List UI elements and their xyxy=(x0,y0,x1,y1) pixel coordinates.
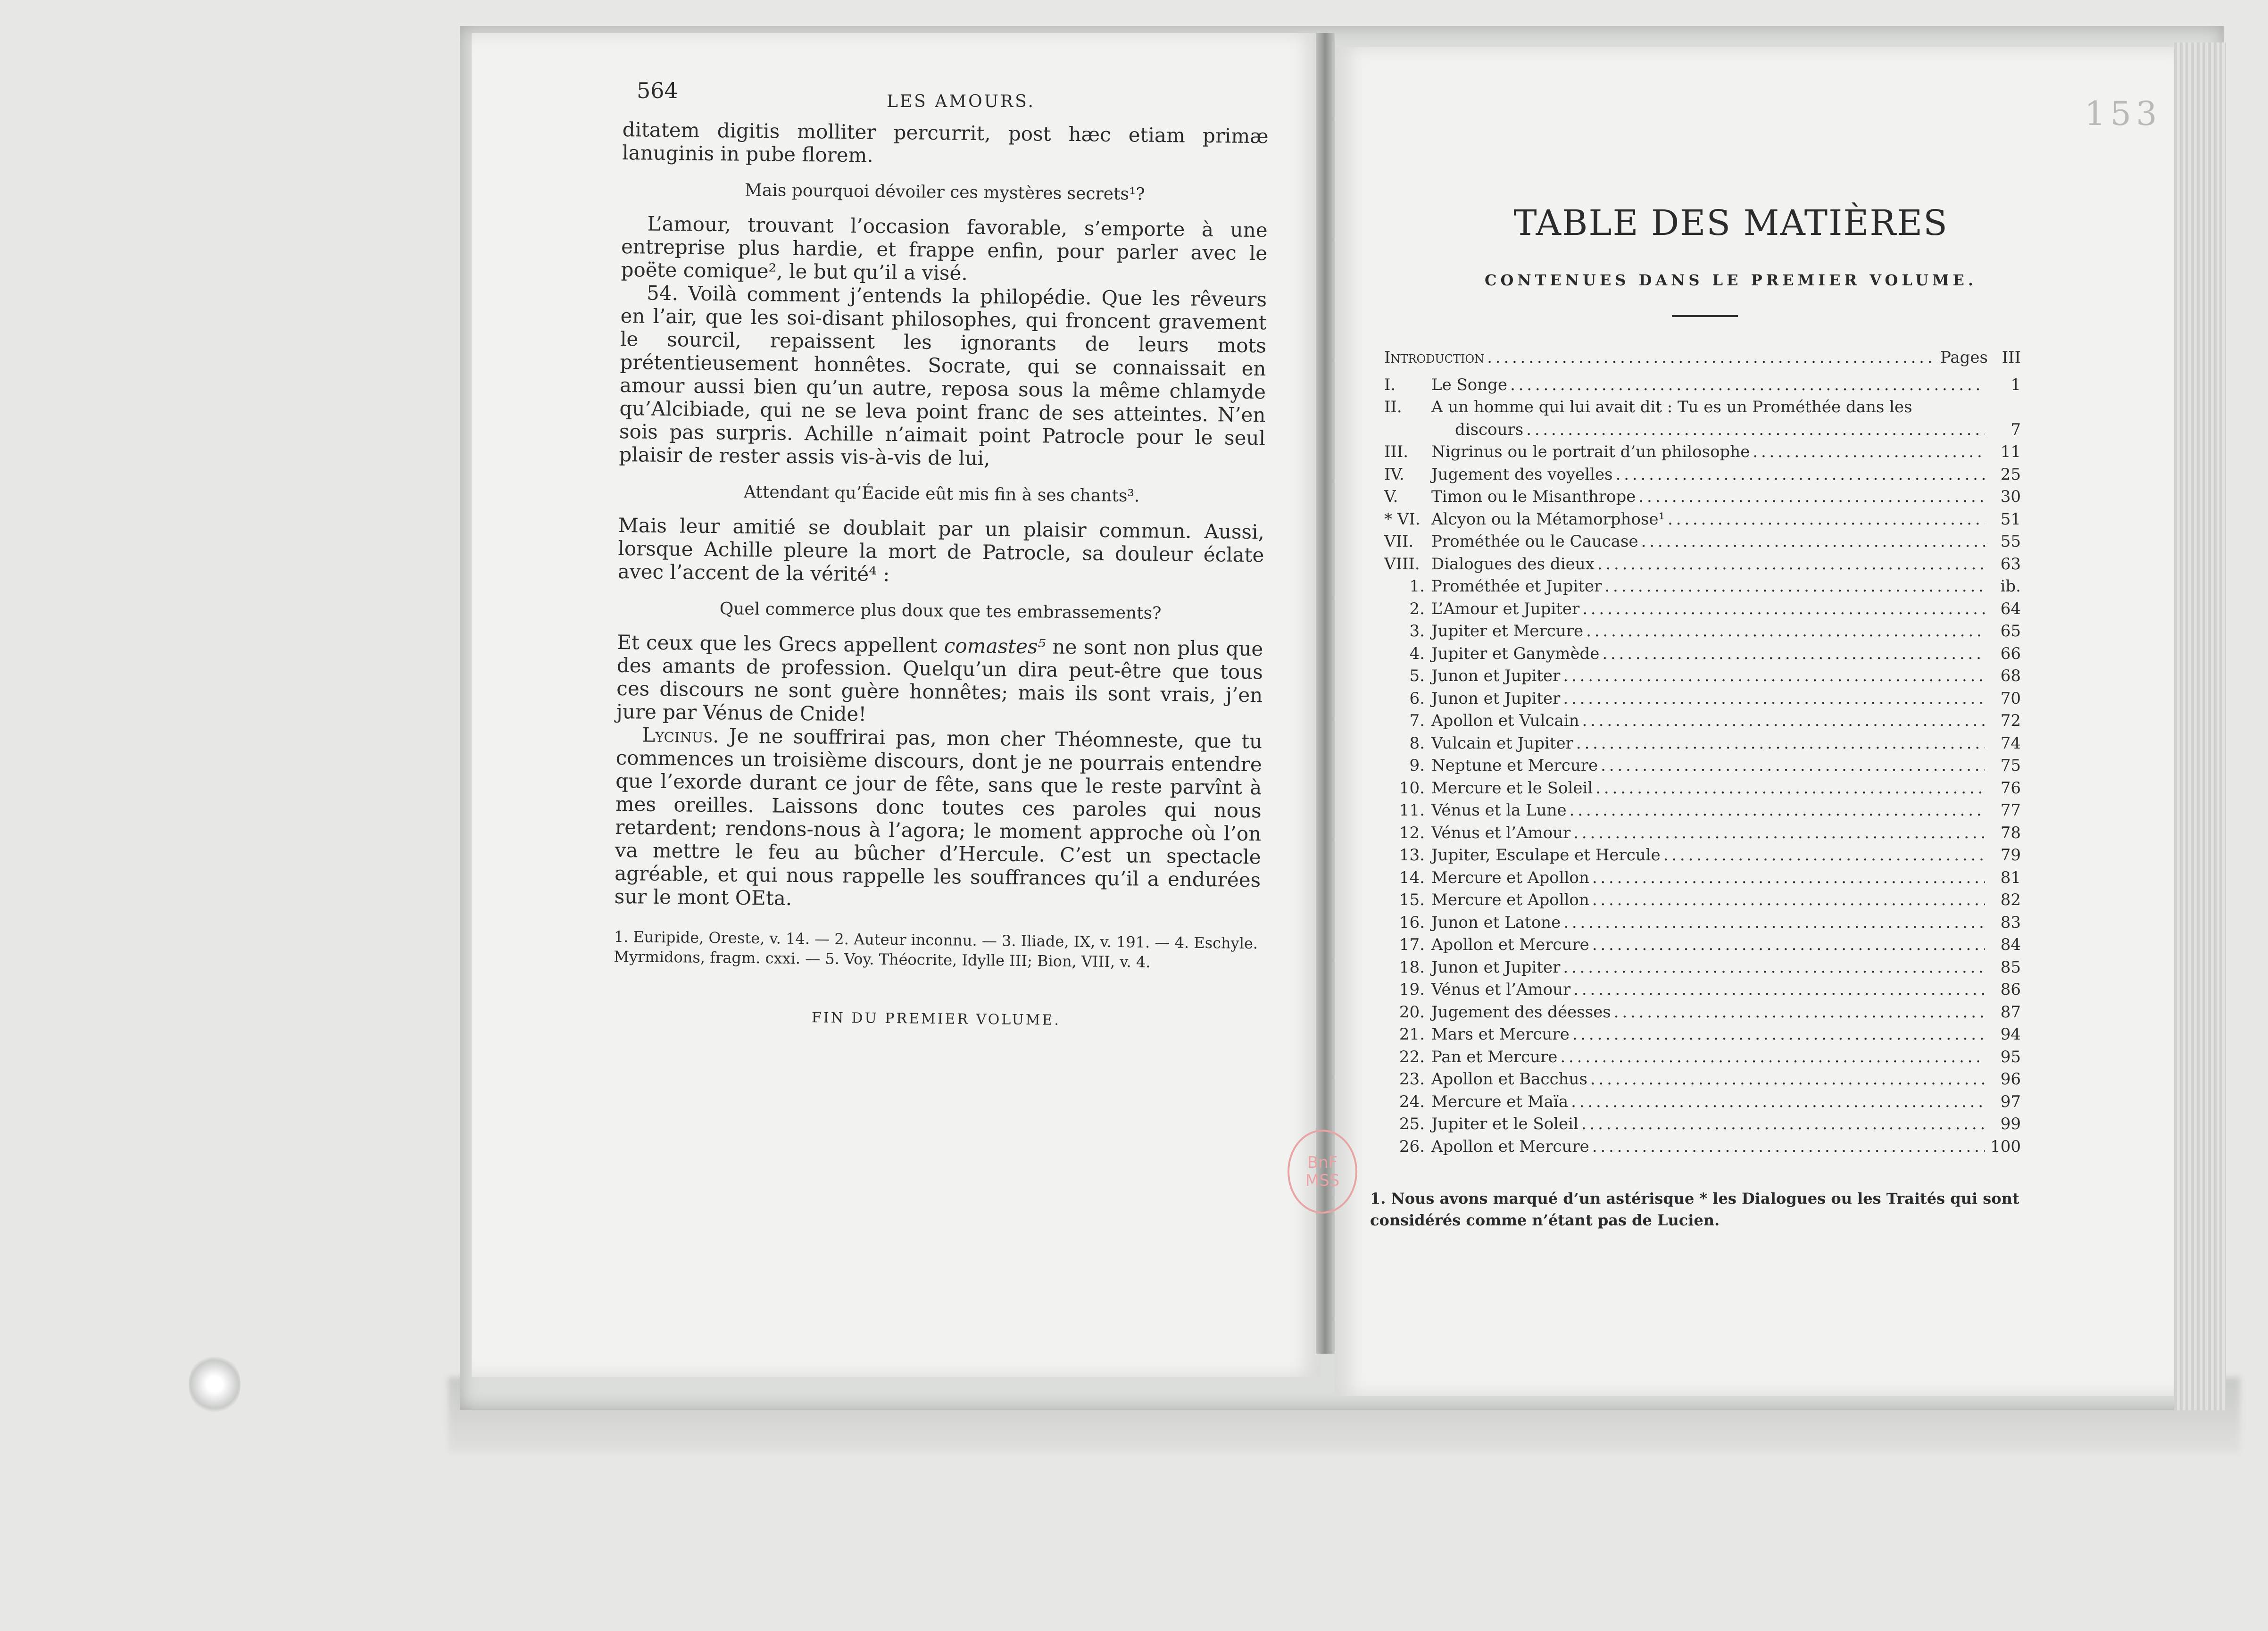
toc-sub-entry-row xyxy=(1384,777,2021,800)
toc-sub-entry-title: Vulcain et Jupiter xyxy=(1431,733,1573,753)
toc-entry-title-cont: discours xyxy=(1455,420,1524,439)
toc-sub-entry-number: 11. xyxy=(1399,801,1425,820)
toc-sub-entry-page: 97 xyxy=(2000,1092,2021,1111)
left-page-number: 564 xyxy=(637,78,678,103)
toc-sub-entry-title: Mercure et Maïa xyxy=(1431,1092,1569,1111)
toc-sub-entry-row xyxy=(1384,889,2021,912)
toc-sub-entry-row xyxy=(1384,1046,2021,1069)
toc-entry-page: 63 xyxy=(2000,554,2021,574)
toc-leader xyxy=(1592,1136,1985,1158)
toc-entry-number: V. xyxy=(1384,487,1398,506)
toc-sub-entry-number: 15. xyxy=(1399,890,1425,909)
toc-leader xyxy=(1570,799,1985,822)
toc-sub-entry-number: 12. xyxy=(1399,823,1425,842)
toc-sub-entry-page: 75 xyxy=(2000,756,2021,775)
toc-sub-entry-title: Neptune et Mercure xyxy=(1431,756,1598,775)
toc-sub-entry-row xyxy=(1384,799,2021,822)
footnotes: 1. Euripide, Oreste, v. 14. — 2. Auteur inconnu. — 3. Iliade, IX, v. 191. — 4. Eschyle. Myrmidons, fragm. cxxi. — 5. Voy. Théocrite, Idylle III; Bion, VIII, v. 4. xyxy=(614,927,1258,971)
toc-entry-title: Alcyon ou la Métamorphose¹ xyxy=(1431,509,1665,529)
toc-leader xyxy=(1663,844,1985,867)
toc-sub-entry-page: 79 xyxy=(2000,846,2021,865)
toc-sub-entry-row xyxy=(1384,1113,2021,1136)
toc-sub-entry-row xyxy=(1384,1024,2021,1046)
toc-leader xyxy=(1592,889,1985,912)
toc-main-entries xyxy=(1384,374,2021,576)
toc-sub-entry-row xyxy=(1384,1091,2021,1114)
toc-sub-entry-row xyxy=(1384,1136,2021,1158)
toc-entry-number: VIII. xyxy=(1384,554,1420,574)
toc-leader xyxy=(1641,531,1985,553)
toc-entry-number: III. xyxy=(1384,442,1409,461)
toc-entry-page: 30 xyxy=(2000,487,2021,506)
toc-subtitle: CONTENUES DANS LE PREMIER VOLUME. xyxy=(1484,271,1977,289)
toc-sub-entry-row xyxy=(1384,867,2021,890)
toc-sub-entry-page: 64 xyxy=(2000,599,2021,618)
toc-sub-entry-number: 5. xyxy=(1409,666,1425,685)
toc-sub-entry-page: 70 xyxy=(2000,689,2021,708)
toc-leader xyxy=(1590,1068,1985,1091)
toc-leader xyxy=(1614,1001,1985,1024)
toc-entry-continuation xyxy=(1384,419,2021,441)
paragraph-5-start: Et ceux que les Grecs appellent xyxy=(617,630,945,657)
running-header: LES AMOURS. xyxy=(887,92,1035,111)
toc-sub-entry-page: 96 xyxy=(2000,1070,2021,1089)
toc-leader xyxy=(1573,822,1985,845)
toc-sub-entry-number: 14. xyxy=(1399,868,1425,887)
paragraph-6 xyxy=(614,723,1262,915)
verse-2: Attendant qu’Éacide eût mis fin à ses chants³. xyxy=(743,482,1140,506)
toc-sub-entry-number: 24. xyxy=(1399,1092,1425,1111)
toc-leader xyxy=(1616,464,1985,486)
paragraph-2: L’amour, trouvant l’occasion favorable, s’emporte à une entreprise plus hardie, et frappe enfin, pour parler avec le poëte comique², le but qu’il a visé. xyxy=(621,212,1268,285)
toc-sub-entry-page: 77 xyxy=(2000,801,2021,820)
toc-sub-entry-page: 99 xyxy=(2000,1115,2021,1133)
toc-sub-entry-title: Pan et Mercure xyxy=(1431,1047,1558,1066)
toc-sub-entry-number: 19. xyxy=(1399,980,1425,999)
toc-leader xyxy=(1563,957,1985,979)
toc-sub-entry-page: 100 xyxy=(1990,1137,2021,1156)
paragraph-5-term: comastes⁵ xyxy=(944,634,1046,658)
toc-sub-entry-row xyxy=(1384,934,2021,957)
toc-sub-entry-title: Vénus et l’Amour xyxy=(1431,980,1571,999)
paragraph-1: ditatem digitis molliter percurrit, post hæc etiam primæ lanuginis in pube florem. xyxy=(622,118,1269,167)
paragraph-3: 54. Voilà comment j’entends la philopédie. Que les rêveurs en l’air, que les soi-disant philosophes, qui froncent gravement le sourcil, repaissent les ignorants de leurs mots prétentieusement honnêtes. Socrate, qui se connaissait en amour aussi bien qu’un autre, reposa sous la même chlamyde qu’Alcibiade, qui ne se leva point franc de ses atteintes. N’en sois pas surpris. Achille n’aimait point Patrocle pour le seul plaisir de rester assis vis-à-vis de lui, xyxy=(619,281,1267,470)
toc-leader xyxy=(1573,979,1985,1001)
toc-entry-title: Dialogues des dieux xyxy=(1431,554,1595,574)
toc-leader xyxy=(1576,732,1985,755)
toc-sub-entry-page: 87 xyxy=(2000,1002,2021,1022)
speaker-name: Lycinus. xyxy=(642,723,719,748)
toc-sub-entry-title: Mercure et le Soleil xyxy=(1431,778,1593,798)
toc-sub-entry-number: 20. xyxy=(1399,1002,1425,1022)
toc-sub-entry-number: 10. xyxy=(1399,778,1425,798)
toc-sub-entry-page: 81 xyxy=(2000,868,2021,887)
toc-sub-entry-number: 7. xyxy=(1409,711,1425,730)
toc-sub-entry-title: Prométhée et Jupiter xyxy=(1431,577,1602,596)
toc-sub-entry-row xyxy=(1384,957,2021,979)
stamp-line-2: MSS xyxy=(1305,1171,1340,1190)
toc-sub-entry-number: 1. xyxy=(1409,577,1425,596)
toc-sub-entry-row xyxy=(1384,598,2021,621)
toc-leader xyxy=(1563,912,1985,934)
toc-entry-page: 1 xyxy=(2010,375,2021,394)
toc-sub-entry-title: Junon et Jupiter xyxy=(1431,666,1561,685)
toc-sub-entry-number: 25. xyxy=(1399,1115,1425,1133)
toc-sub-entry-row xyxy=(1384,912,2021,934)
toc-footnote: 1. Nous avons marqué d’un astérisque * les Dialogues ou les Traités qui sont considérés comme n’étant pas de Lucien. xyxy=(1370,1190,2019,1229)
toc-title: TABLE DES MATIÈRES xyxy=(1513,203,1948,243)
toc-sub-entry-row xyxy=(1384,1068,2021,1091)
toc-entry-page: 25 xyxy=(2000,465,2021,484)
toc-leader xyxy=(1571,1091,1985,1114)
toc-sub-entry-row xyxy=(1384,1001,2021,1024)
toc-leader xyxy=(1601,755,1985,777)
toc-sub-entry-number: 21. xyxy=(1399,1025,1425,1044)
toc-leader xyxy=(1582,710,1985,732)
toc-leader xyxy=(1582,598,1985,621)
toc-sub-entry-page: 74 xyxy=(2000,733,2021,753)
toc-leader xyxy=(1572,1024,1985,1046)
toc-sub-entry-title: Junon et Jupiter xyxy=(1431,689,1561,708)
toc-entry-row xyxy=(1384,531,2021,553)
toc-leader xyxy=(1592,934,1985,957)
toc-leader xyxy=(1638,486,1985,508)
toc-sub-entry-number: 16. xyxy=(1399,913,1425,932)
paragraph-5-end: ne sont non plus que des amants de profession. Quelqu’un dira peut-être que tous ces discours ne sont guère honnêtes; mais ils sont vrais, j’en jure par Vénus de Cnide! xyxy=(616,635,1263,726)
toc-sub-entry-title: Apollon et Mercure xyxy=(1431,935,1589,954)
verse-3: Quel commerce plus doux que tes embrassements? xyxy=(719,599,1162,624)
left-page-body xyxy=(613,118,1269,1034)
paragraph-5 xyxy=(616,631,1263,730)
page-edges xyxy=(2174,42,2226,1410)
toc-sub-entry-page: 76 xyxy=(2000,778,2021,798)
toc-leader xyxy=(1602,643,1985,666)
toc-leader xyxy=(1597,553,1985,576)
toc-sub-entry-row xyxy=(1384,844,2021,867)
toc-sub-entry-row xyxy=(1384,710,2021,732)
toc-leader xyxy=(1526,419,1985,441)
toc-entry-page: 11 xyxy=(2000,442,2021,461)
toc-sub-entry-title: Jupiter et le Soleil xyxy=(1431,1115,1578,1133)
toc-sub-entry-title: Mercure et Apollon xyxy=(1431,890,1589,909)
toc-leader xyxy=(1563,665,1985,688)
toc-leader xyxy=(1487,347,1937,369)
toc-sub-entry-number: 18. xyxy=(1399,957,1425,977)
toc-entry-number: VII. xyxy=(1384,532,1414,551)
paragraph-4: Mais leur amitié se doublait par un plaisir commun. Aussi, lorsque Achille pleure la mort de Patrocle, sa douleur éclate avec l’accent de la vérité⁴ : xyxy=(617,513,1265,586)
toc-entry-row xyxy=(1384,508,2021,531)
verse-1: Mais pourquoi dévoiler ces mystères secrets¹? xyxy=(744,180,1145,204)
toc-entry-number: IV. xyxy=(1384,465,1404,484)
end-of-volume: FIN DU PREMIER VOLUME. xyxy=(811,1009,1061,1029)
title-rule xyxy=(1672,315,1738,317)
toc-sub-entry-title: Apollon et Vulcain xyxy=(1431,711,1579,730)
toc-sub-entry-number: 23. xyxy=(1399,1070,1425,1089)
toc-sub-entry-title: L’Amour et Jupiter xyxy=(1431,599,1580,618)
toc-intro-label: Introduction xyxy=(1384,348,1485,367)
toc-leader xyxy=(1563,688,1985,710)
toc-sub-entry-page: 78 xyxy=(2000,823,2021,842)
toc-sub-entry-page: 68 xyxy=(2000,666,2021,685)
toc-entry-page: 7 xyxy=(2010,420,2021,439)
toc-entry-row xyxy=(1384,374,2021,397)
toc-sub-entry-title: Junon et Jupiter xyxy=(1431,957,1561,977)
toc-sub-entry-page: 85 xyxy=(2000,957,2021,977)
toc-entry-page: 55 xyxy=(2000,532,2021,551)
toc-sub-entry-page: 94 xyxy=(2000,1025,2021,1044)
toc-sub-entry-number: 26. xyxy=(1399,1137,1425,1156)
toc-leader xyxy=(1586,620,1985,643)
toc-sub-entry-page: 66 xyxy=(2000,644,2021,663)
toc-sub-entry-title: Apollon et Bacchus xyxy=(1431,1070,1587,1089)
toc-pages-label: Pages xyxy=(1940,348,1988,367)
toc-entry-title: A un homme qui lui avait dit : Tu es un Prométhée dans les xyxy=(1431,398,1912,416)
toc-sub-entry-number: 4. xyxy=(1409,644,1425,663)
toc-sub-entry-row xyxy=(1384,732,2021,755)
toc-sub-entry-title: Jupiter et Ganymède xyxy=(1431,644,1600,663)
toc-sub-entry-row xyxy=(1384,665,2021,688)
toc-entry-number: I. xyxy=(1384,375,1396,394)
toc-entry-row xyxy=(1384,486,2021,508)
toc-entry-title: Timon ou le Misanthrope xyxy=(1431,487,1636,506)
toc-sub-entry-row xyxy=(1384,575,2021,598)
toc-sub-entry-page: 95 xyxy=(2000,1047,2021,1066)
toc-sub-entry-number: 3. xyxy=(1409,622,1425,641)
toc-leader xyxy=(1592,867,1985,890)
toc-intro-row xyxy=(1384,347,2021,369)
toc-sub-entry-number: 9. xyxy=(1409,756,1425,775)
toc-sub-entry-title: Apollon et Mercure xyxy=(1431,1137,1589,1156)
toc-sub-entries xyxy=(1384,575,2021,1158)
toc-sub-entry-title: Junon et Latone xyxy=(1431,913,1561,932)
toc-leader xyxy=(1595,777,1985,800)
toc-sub-entry-number: 6. xyxy=(1409,689,1425,708)
toc-sub-entry-title: Vénus et l’Amour xyxy=(1431,823,1571,842)
toc-leader xyxy=(1510,374,1985,397)
table-of-contents xyxy=(1384,347,2021,1158)
toc-sub-entry-page: 86 xyxy=(2000,980,2021,999)
stamp-line-1: BnF xyxy=(1307,1153,1338,1172)
toc-sub-entry-number: 2. xyxy=(1409,599,1425,618)
toc-intro-page: III xyxy=(2002,348,2021,367)
toc-sub-entry-title: Mars et Mercure xyxy=(1431,1025,1570,1044)
toc-sub-entry-page: 72 xyxy=(2000,711,2021,730)
toc-sub-entry-row xyxy=(1384,755,2021,777)
toc-entry-page: 51 xyxy=(2000,509,2021,529)
toc-entry-title: Prométhée ou le Caucase xyxy=(1431,532,1638,551)
toc-sub-entry-number: 8. xyxy=(1409,733,1425,753)
photo-speck xyxy=(189,1354,241,1415)
toc-entry-number: * VI. xyxy=(1384,509,1421,529)
toc-sub-entry-title: Vénus et la Lune xyxy=(1431,801,1567,820)
toc-sub-entry-page: 82 xyxy=(2000,890,2021,909)
toc-entry-row xyxy=(1384,553,2021,576)
toc-sub-entry-page: 84 xyxy=(2000,935,2021,954)
toc-sub-entry-number: 17. xyxy=(1399,935,1425,954)
toc-leader xyxy=(1604,575,1985,598)
library-stamp xyxy=(1288,1130,1357,1214)
toc-sub-entry-page: 83 xyxy=(2000,913,2021,932)
toc-entry-row xyxy=(1384,464,2021,486)
toc-entry-row xyxy=(1384,396,2021,419)
paragraph-6-text: Je ne souffrirai pas, mon cher Théomneste, que tu commences un troisième discours, dont je ne pourrais entendre que l’exorde durant ce jour de fête, sans que le reste parvînt à mes oreilles. Laissons donc toutes ces paroles qui nous retardent; rendons-nous à l’agora; le moment approche où l’on va mettre le feu au bûcher d’Hercule. C’est un spectacle agréable, et qui nous rappelle les souffrances qu’il a endurées sur le mont OEta. xyxy=(614,724,1263,910)
toc-entry-row xyxy=(1384,441,2021,464)
toc-entry-number: II. xyxy=(1384,398,1402,416)
toc-sub-entry-row xyxy=(1384,822,2021,845)
toc-sub-entry-title: Mercure et Apollon xyxy=(1431,868,1589,887)
toc-leader xyxy=(1668,508,1985,531)
toc-sub-entry-page: ib. xyxy=(2000,577,2021,596)
toc-entry-title: Nigrinus ou le portrait d’un philosophe xyxy=(1431,442,1750,461)
toc-leader xyxy=(1560,1046,1985,1069)
folio-number: 153 xyxy=(2085,94,2162,133)
toc-sub-entry-page: 65 xyxy=(2000,622,2021,641)
toc-leader xyxy=(1581,1113,1985,1136)
toc-sub-entry-row xyxy=(1384,643,2021,666)
toc-sub-entry-row xyxy=(1384,620,2021,643)
toc-leader xyxy=(1753,441,1985,464)
toc-sub-entry-title: Jupiter, Esculape et Hercule xyxy=(1431,846,1661,865)
toc-entry-title: Le Songe xyxy=(1431,375,1508,394)
toc-sub-entry-number: 13. xyxy=(1399,846,1425,865)
toc-sub-entry-row xyxy=(1384,688,2021,710)
toc-sub-entry-title: Jupiter et Mercure xyxy=(1431,622,1584,641)
toc-sub-entry-row xyxy=(1384,979,2021,1001)
toc-sub-entry-number: 22. xyxy=(1399,1047,1425,1066)
toc-sub-entry-title: Jugement des déesses xyxy=(1431,1002,1611,1022)
toc-entry-title: Jugement des voyelles xyxy=(1431,465,1613,484)
